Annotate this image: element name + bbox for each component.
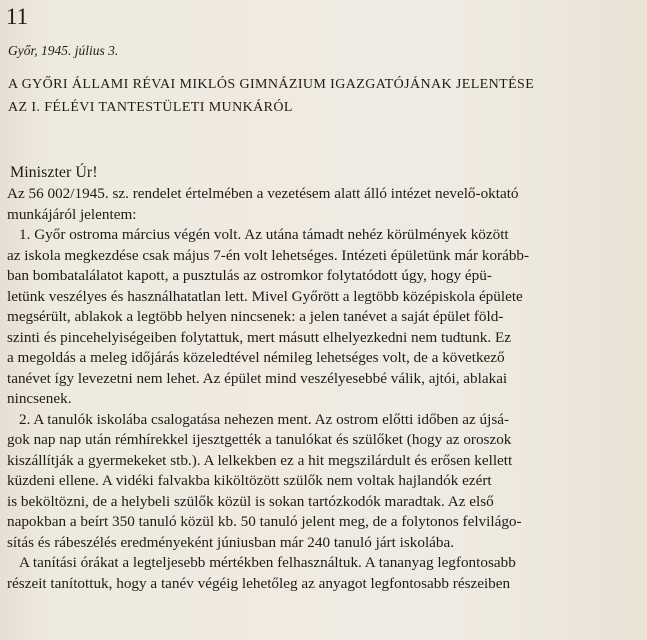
text-line: nincsenek. bbox=[7, 390, 72, 407]
text-line: Az 56 002/1945. sz. rendelet értelmében a vezetésem alatt álló intézet nevelő-oktató bbox=[7, 185, 519, 202]
text-line: munkájáról jelentem: bbox=[7, 205, 137, 223]
text-line: a megoldás a meleg időjárás közeledtével némileg lehetséges volt, de a következő bbox=[7, 349, 505, 366]
dateline: Győr, 1945. július 3. bbox=[8, 43, 119, 58]
text-line: gok nap nap után rémhírekkel ijesztgették a tanulókat és szülőket (hogy az oroszok bbox=[7, 431, 512, 448]
text-line: letünk veszélyes és használhatatlan lett. Mivel Győrött a legtöbb középiskola épülete bbox=[7, 287, 523, 305]
text-line: is beköltözni, de a helybeli szülők közül is sokan tartózkodók maradtak. Az első bbox=[7, 492, 494, 510]
document-title bbox=[8, 73, 638, 119]
text-line: megsérült, ablakok a legtöbb helyen nincsenek: a jelen tanévet a saját épület föld- bbox=[7, 308, 504, 325]
title-line: AZ I. FÉLÉVI TANTESTÜLETI MUNKÁRÓL bbox=[8, 100, 293, 115]
text-line: ban bombatalálatot kapott, a pusztulás az ostromkor folytatódott úgy, hogy épü- bbox=[7, 267, 492, 284]
salutation: Miniszter Úr! bbox=[10, 164, 98, 181]
text-line: 1. Győr ostroma március végén volt. Az utána támadt nehéz körülmények között bbox=[19, 226, 509, 243]
text-line: sítás és rábeszélés eredményeként júniusban már 240 tanuló járt iskolába. bbox=[7, 533, 455, 551]
text-line: az iskola megkezdése csak május 7-én volt lehetséges. Intézeti épületünk már korább- bbox=[7, 246, 530, 264]
text-line: részeit tanítottuk, hogy a tanév végéig lehetőleg az anyagot legfontosabb részeiben bbox=[7, 574, 511, 592]
text-line: kiszállítják a gyermekeket stb.). A lelkekben ez a hit megszilárdult és erősen kellett bbox=[7, 451, 513, 469]
text-line: küzdeni ellene. A vidéki falvakba kiköltözött szülők nem voltak hajlandók ezért bbox=[7, 472, 492, 489]
title-line: A GYŐRI ÁLLAMI RÉVAI MIKLÓS GIMNÁZIUM IGAZGATÓJÁNAK JELENTÉSE bbox=[8, 77, 535, 92]
text-line: tanévet így levezetni nem lehet. Az épület mind veszélyesebbé válik, ajtói, ablakai bbox=[7, 369, 508, 387]
text-line: napokban a beírt 350 tanuló közül kb. 50 tanuló jelent meg, de a folytonos felvilágo- bbox=[7, 513, 522, 530]
text-line: szinti és pincehelyiségeiben folytattuk, mert másutt elhelyezkedni nem tudtunk. Ez bbox=[7, 328, 511, 346]
text-line: 2. A tanulók iskolába csalogatása nehezen ment. Az ostrom előtti időben az újsá- bbox=[19, 410, 510, 428]
document-number: 11 bbox=[6, 4, 29, 29]
text-line: A tanítási órákat a legteljesebb mértékben felhasználtuk. A tananyag legfontosabb bbox=[19, 554, 516, 571]
document-body bbox=[0, 184, 644, 594]
